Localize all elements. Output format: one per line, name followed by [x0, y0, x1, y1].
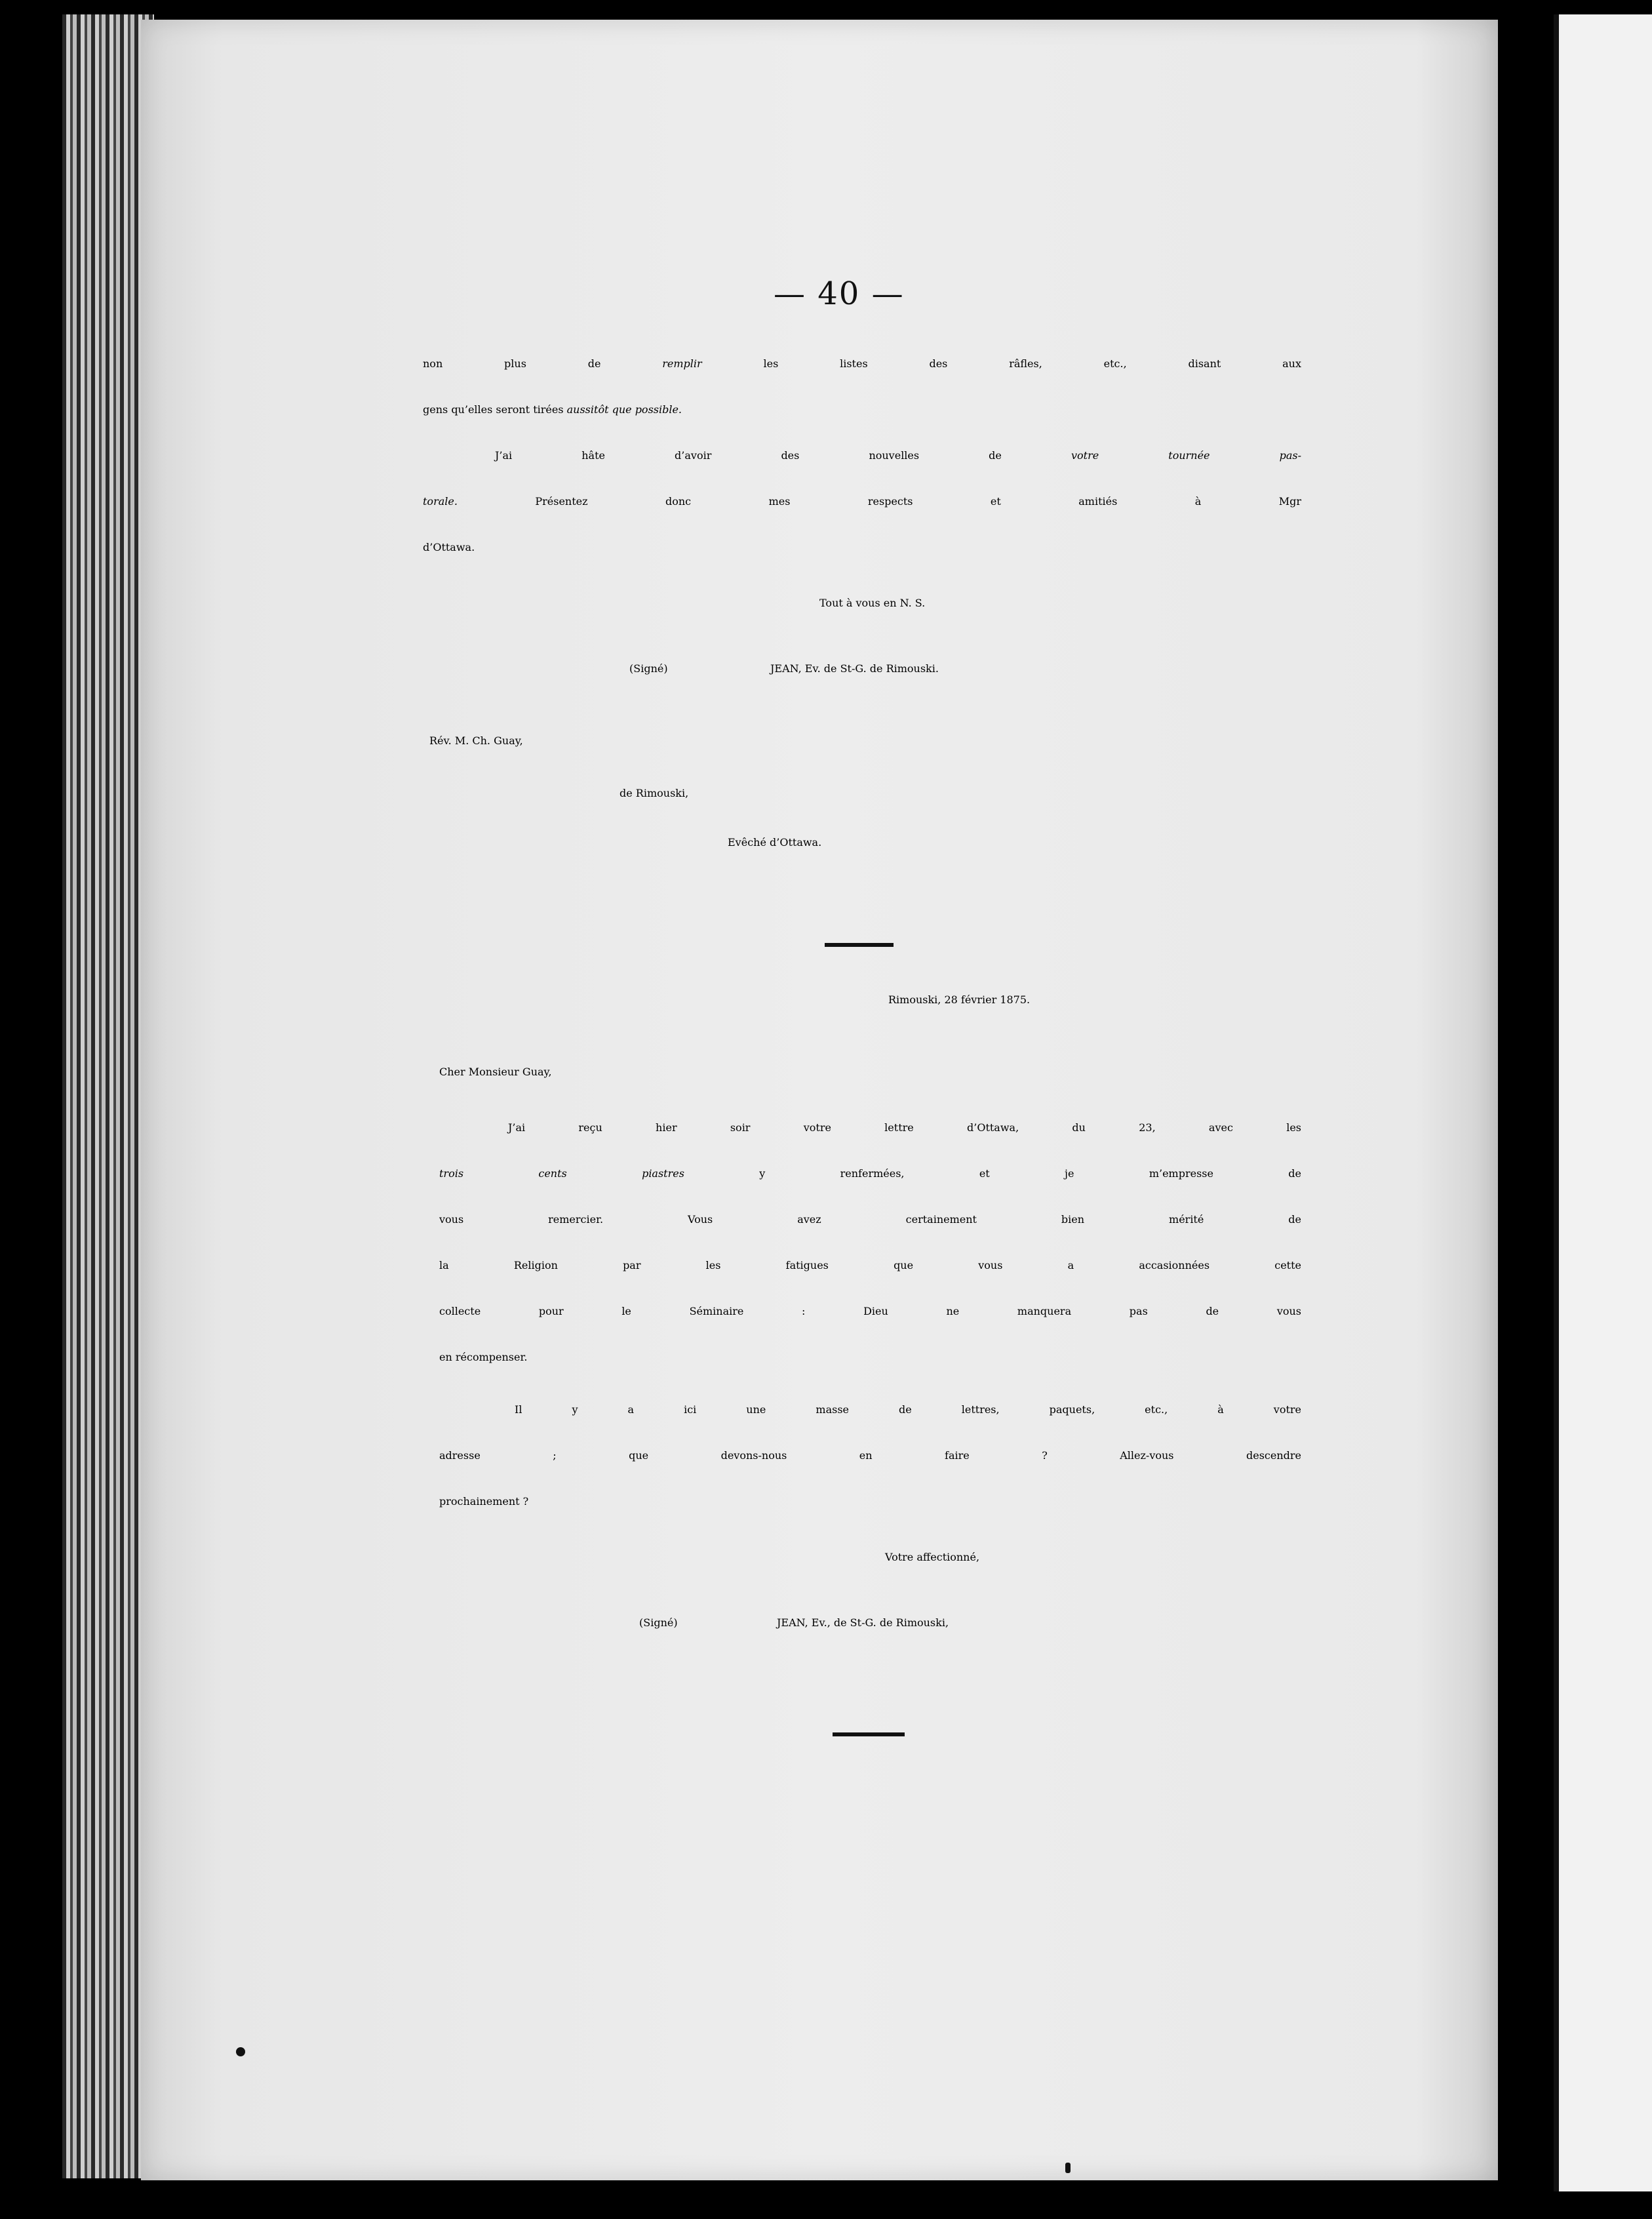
italic-text: torale. [423, 495, 458, 508]
letter1-line4 [423, 495, 1301, 508]
page-number: — 40 — [774, 275, 905, 312]
text-segment: Présentez donc mes respects et amitiés à Mgr [457, 495, 1301, 508]
letter1-line2 [423, 403, 682, 416]
text-segment: J’ai hâte d’avoir des nouvelles de [495, 449, 1071, 462]
addressee-line2: de Rimouski, [620, 787, 689, 799]
letter2-dateline: Rimouski, 28 février 1875. [888, 993, 1031, 1006]
letter2-p1-line2 [439, 1167, 1301, 1180]
italic-text: votre tournée pas- [1071, 449, 1301, 462]
text-segment: non plus de [423, 357, 663, 370]
letter1-signature: JEAN, Ev. de St-G. de Rimouski. [770, 662, 939, 675]
letter1-line3 [495, 449, 1301, 462]
book-page [141, 20, 1498, 2180]
letter1-closing: Tout à vous en N. S. [819, 597, 926, 609]
book-page-edges [62, 14, 154, 2178]
letter1-line1 [423, 357, 1301, 370]
facing-page-edge [1554, 14, 1652, 2191]
letter2-signature: JEAN, Ev., de St-G. de Rimouski, [777, 1616, 949, 1629]
text-segment: les listes des râfles, etc., disant aux [701, 357, 1301, 370]
letter2-closing: Votre affectionné, [885, 1551, 980, 1563]
letter2-p2-line3: prochainement ? [439, 1495, 529, 1508]
italic-text: aussitôt que possible. [566, 403, 682, 416]
addressee-name: Rév. M. Ch. Guay, [429, 734, 523, 747]
letter2-signed-label: (Signé) [639, 1616, 678, 1629]
letter2-p2-line2: adresse ; que devons-nous en faire ? Allez-vous descendre [439, 1449, 1301, 1462]
addressee-line3: Evêché d’Ottawa. [728, 836, 822, 849]
letter2-p1-line4: la Religion par les fatigues que vous a accasionnées cette [439, 1259, 1301, 1271]
letter2-p1-line5: collecte pour le Séminaire : Dieu ne manquera pas de vous [439, 1305, 1301, 1317]
letter2-p2-line1: Il y a ici une masse de lettres, paquets, etc., à votre [515, 1403, 1301, 1416]
letter1-signed-label: (Signé) [629, 662, 668, 675]
ink-speck [236, 2047, 245, 2056]
letter2-p1-line6: en récompenser. [439, 1351, 528, 1363]
end-divider [833, 1732, 905, 1736]
letter1-line5: d’Ottawa. [423, 541, 475, 553]
italic-text: trois cents piastres [439, 1167, 684, 1180]
ink-speck [1065, 2163, 1071, 2173]
letter2-salutation: Cher Monsieur Guay, [439, 1066, 552, 1078]
italic-text: remplir [662, 357, 702, 370]
text-segment: y renfermées, et je m’empresse de [684, 1167, 1301, 1180]
section-divider [825, 943, 894, 947]
letter2-p1-line3: vous remercier. Vous avez certainement bien mérité de [439, 1213, 1301, 1226]
letter2-p1-line1: J’ai reçu hier soir votre lettre d’Ottawa, du 23, avec les [508, 1121, 1301, 1134]
text-segment: gens qu’elles seront tirées [423, 403, 567, 416]
